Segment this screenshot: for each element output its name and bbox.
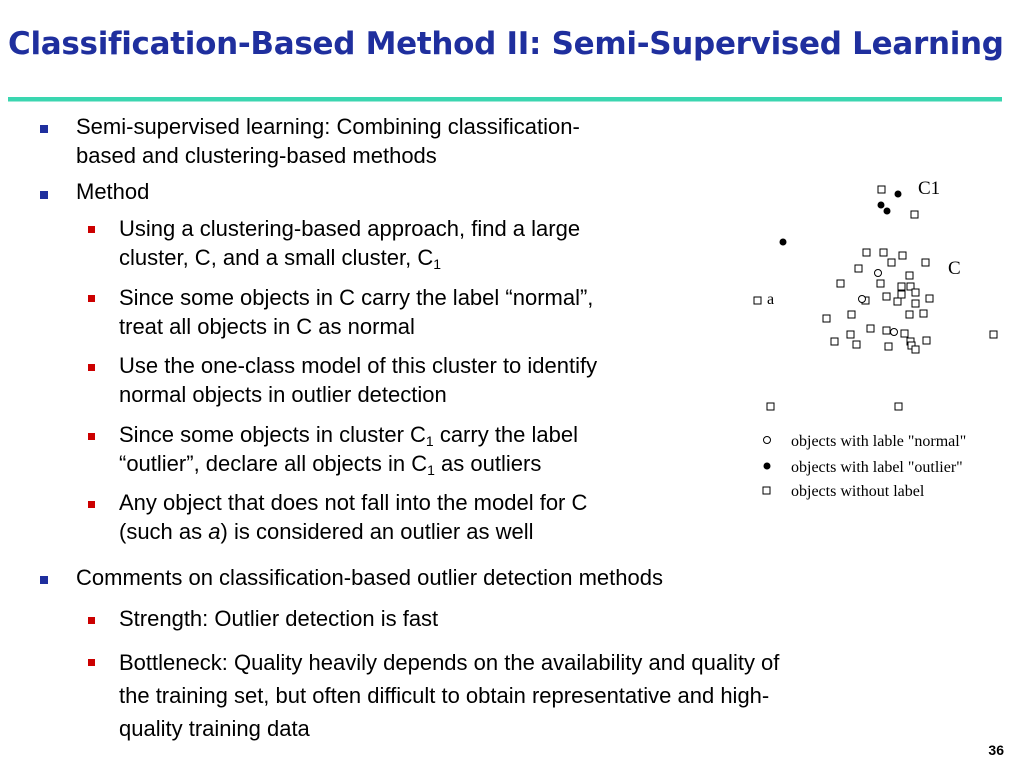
sub-bullet-marker [88,364,95,371]
legend-normal-text: objects with lable "normal" [791,433,967,450]
sub-bullet-marker [88,617,95,624]
bullet-text: “outlier”, declare all objects in $C_1$ as outliers [119,451,542,478]
legend-unlabeled-text: objects without label [791,483,925,500]
bullet-text: Semi-supervised learning: Combining classification- [76,114,580,139]
sub-bullet-marker [88,501,95,508]
legend-outlier-text: objects with label "outlier" [791,459,963,476]
cluster-c-label: C [948,258,961,279]
bullet-text: Since some objects in C carry the label “normal”, [119,285,594,310]
bullet-semi-supervised [76,112,580,170]
unlabeled-points [754,186,997,410]
bullet-text: the training set, but often difficult to obtain representative and high- [119,683,770,708]
sub-bullet-clustering-approach [119,214,580,272]
bullet-comments: Comments on classification-based outlier detection methods [76,565,663,590]
bullet-text: Since some objects in cluster $C_1$ carry the label [119,422,578,449]
page-number: 36 [988,742,1004,758]
sub-bullet-any-object [119,488,587,546]
legend-outlier-icon [764,463,771,470]
bullet-marker [40,191,48,199]
bullet-text: Bottleneck: Quality heavily depends on the availability and quality of [119,650,780,675]
sub-bullet-marker [88,659,95,666]
bullet-text: cluster, C, and a small cluster, $C_1$ [119,245,442,272]
bullet-text: based and clustering-based methods [76,143,437,168]
point-a-label: a [767,291,775,308]
sub-bullet-normal-label [119,283,593,341]
bullet-text: Any object that does not fall into the model for C [119,490,588,515]
legend-unlabeled-icon [763,487,770,494]
title-divider [8,97,1002,102]
bullet-text: Using a clustering-based approach, find a large [119,216,581,241]
outlier-points [780,191,902,246]
sub-bullet-marker [88,433,95,440]
cluster-c1-label: C1 [918,178,941,199]
bullet-text: (such as a) is considered an outlier as well [119,519,534,544]
bullet-text: normal objects in outlier detection [119,382,447,407]
bullet-text: treat all objects in C as normal [119,314,415,339]
legend-normal-icon [764,437,771,444]
sub-bullet-marker [88,295,95,302]
bullet-text: quality training data [119,716,310,741]
slide-title: Classification-Based Method II: Semi-Supervised Learning [8,26,1004,62]
sub-bullet-one-class-model [119,351,597,409]
bullet-text: Use the one-class model of this cluster to identify [119,353,598,378]
sub-bullet-outlier-label [119,420,578,478]
sub-bullet-strength: Strength: Outlier detection is fast [119,606,439,631]
sub-bullet-marker [88,226,95,233]
clustering-figure [740,170,1024,510]
bullet-marker [40,576,48,584]
sub-bullet-bottleneck [119,646,779,745]
bullet-method: Method [76,179,150,204]
bullet-marker [40,125,48,133]
